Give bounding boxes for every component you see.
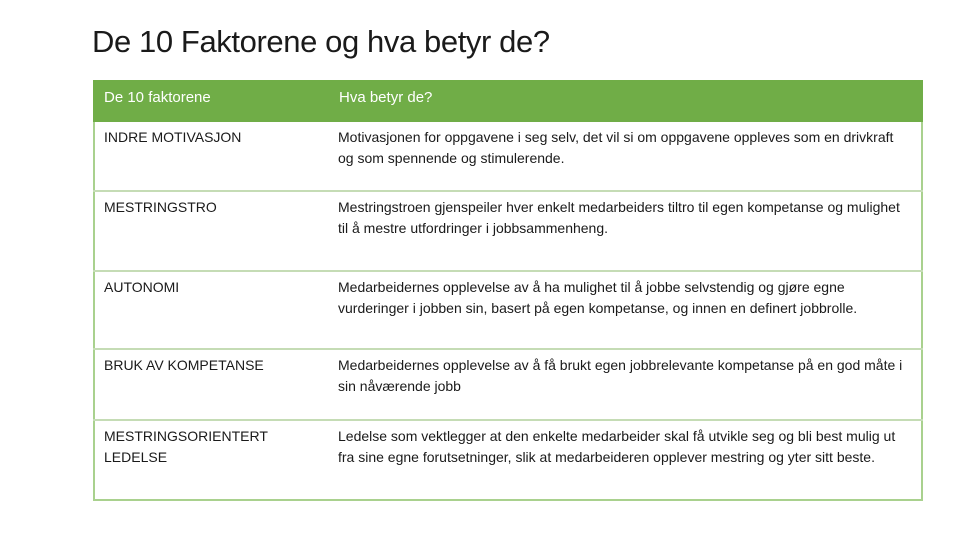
column-header-meaning: Hva betyr de? [329, 80, 922, 122]
meaning-cell: Medarbeidernes opplevelse av å ha mulighet til å jobbe selvstendig og gjøre egne vurderinger i jobben sin, basert på egen kompetanse, og innen en definert jobbrolle. [329, 271, 922, 349]
table-row [94, 349, 922, 420]
factor-cell: AUTONOMI [94, 271, 329, 349]
factor-cell: MESTRINGSTRO [94, 191, 329, 271]
table-row [94, 420, 922, 500]
slide-title: De 10 Faktorene og hva betyr de? [92, 24, 550, 59]
table-row [94, 191, 922, 271]
factor-cell: MESTRINGSORIENTERT LEDELSE [94, 420, 329, 500]
factor-cell: BRUK AV KOMPETANSE [94, 349, 329, 420]
table-row [94, 271, 922, 349]
factor-cell: INDRE MOTIVASJON [94, 122, 329, 191]
table-header-row [94, 80, 922, 122]
meaning-cell: Motivasjonen for oppgavene i seg selv, det vil si om oppgavene oppleves som en drivkraft og som spennende og stimulerende. [329, 122, 922, 191]
meaning-cell: Ledelse som vektlegger at den enkelte medarbeider skal få utvikle seg og bli best mulig ut fra sine egne forutsetninger, slik at medarbeideren opplever mestring og yter sitt beste. [329, 420, 922, 500]
table-row [94, 122, 922, 191]
meaning-cell: Mestringstroen gjenspeiler hver enkelt medarbeiders tiltro til egen kompetanse og mulighet til å mestre utfordringer i jobbsammenheng. [329, 191, 922, 271]
factors-table [93, 80, 923, 501]
column-header-factor: De 10 faktorene [94, 80, 329, 122]
meaning-cell: Medarbeidernes opplevelse av å få brukt egen jobbrelevante kompetanse på en god måte i sin nåværende jobb [329, 349, 922, 420]
